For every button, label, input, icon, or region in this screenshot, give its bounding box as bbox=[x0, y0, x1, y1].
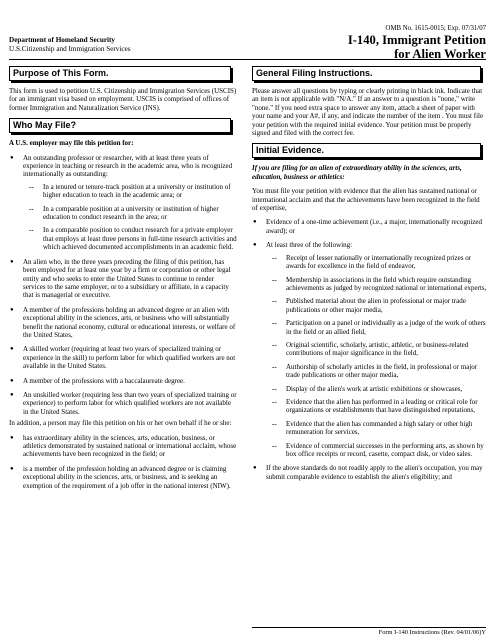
left-column bbox=[9, 66, 237, 496]
list-item: -- Evidence of commercial successes in the performing arts, as shown by box office receipts or record, casette, compact disk, or video sales. bbox=[266, 442, 487, 459]
evidence-list bbox=[252, 218, 487, 481]
form-title-line2: for Alien Worker bbox=[394, 47, 486, 61]
self-petition-list bbox=[9, 434, 237, 490]
list-item: -- Display of the alien's work at artistic exhibitions or showcases, bbox=[266, 385, 487, 393]
general-filing-heading: General Filing Instructions. bbox=[252, 66, 481, 81]
form-title-block bbox=[348, 25, 486, 61]
list-item: ● has extraordinary ability in the sciences, arts, education, business, or athletics demonstrated by sustained national or international acclaim, whose achievements have been recognized in the field; or bbox=[9, 434, 237, 459]
list-item: -- In a comparable position to conduct research for a private employer that employs at least three persons in full-time research activities and which achieved documented accomplishments in an academic field. bbox=[23, 226, 237, 251]
list-item: ● Evidence of a one-time achievement (i.e., a major, internationally recognized award); or bbox=[252, 218, 487, 235]
who-lead: A U.S. employer may file this petition for: bbox=[9, 139, 134, 148]
list-item: ● is a member of the profession holding an advanced degree or is claiming exceptional ability in the sciences, arts, or business, and is seeking an exemption of the requirement of a job offer in the national interest (NIW). bbox=[9, 465, 237, 490]
list-item: -- Published material about the alien in professional or major trade publications or other major media, bbox=[266, 297, 487, 314]
list-item: -- Membership in associations in the field which require outstanding achievements as judged by recognized national or international experts, bbox=[266, 276, 487, 293]
sub-list bbox=[23, 183, 237, 252]
list-item: ● A skilled worker (requiring at least two years of specialized training or experience in the skill) to perform labor for which qualified workers are not available in the United States. bbox=[9, 345, 237, 370]
list-item: -- Original scientific, scholarly, artistic, athletic, or business-related contributions of major significance in the field, bbox=[266, 341, 487, 358]
form-revision-footer: Form I-140 Instructions (Rev. 04/01/06)Y bbox=[378, 629, 486, 636]
list-item: -- In a tenured or tenure-track position at a university or institution of higher education to teach in the academic area; or bbox=[23, 183, 237, 200]
sub-list bbox=[266, 254, 487, 459]
agency-block bbox=[9, 36, 131, 54]
who-list bbox=[9, 154, 237, 417]
right-column bbox=[252, 66, 487, 487]
list-item: ● An alien who, in the three years preceding the filing of this petition, has been employed for at least one year by a firm or corporation or other legal entity and who seeks to enter the United States to continue to render services to the same employer, or to a subsidiary or affiliate, in a capacity that is managerial or executive. bbox=[9, 258, 237, 300]
purpose-text: This form is used to petition U.S. Citizenship and Immigration Services (USCIS) for an immigrant visa based on employment. USCIS is comprised of offices of former Immigration and Naturalization Service (INS). bbox=[9, 87, 237, 112]
self-petition-text: In addition, a person may file this petition on his or her own behalf if he or she: bbox=[9, 419, 232, 428]
general-filing-text: Please answer all questions by typing or clearly printing in black ink. Indicate that an item is not applicable with "N/A." If an answer to a question is "none," write "none." If you need extra space to answer any item, attach a sheet of paper with your name and your A#, if any, and indicate the number of the item . You must file your petition with the required initial evidence. Your petition must be properly signed and filed with the correct fee. bbox=[252, 87, 484, 138]
list-item: -- Receipt of lesser nationally or internationally recognized prizes or awards for excellence in the field of endeavor, bbox=[266, 254, 487, 271]
list-item: ● A member of the professions with a baccalaureate degree. bbox=[9, 377, 237, 385]
list-item: -- Authorship of scholarly articles in the field, in professional or major trade publications or other major media, bbox=[266, 363, 487, 380]
list-item: ● A member of the professions holding an advanced degree or an alien with exceptional ability in the sciences, arts, or business who will substantially benefit the national economy, cultural or educational interests, or welfare of the United States, bbox=[9, 306, 237, 340]
header-divider bbox=[9, 59, 486, 60]
sub-agency-name: U.S.Citizenship and Immigration Services bbox=[9, 45, 131, 53]
agency-name: Department of Homeland Security bbox=[9, 36, 115, 44]
initial-evidence-text: You must file your petition with evidence that the alien has sustained national or international acclaim and that the achievements have been recognized in the field of expertise, bbox=[252, 187, 480, 213]
who-may-file-heading: Who May File? bbox=[9, 118, 231, 133]
list-item: -- Participation on a panel or individually as a judge of the work of others in the field or an allied field, bbox=[266, 319, 487, 336]
omb-number: OMB No. 1615-0015; Exp. 07/31/07 bbox=[385, 25, 486, 32]
list-item: ● At least three of the following: -- Receipt of lesser nationally or internationally recognized prizes or awards for excellence in the field of endeavor, -- Membership in associations in the field which require outstanding achievements as judged by recognized national or international experts, -- Published material about the alien in professional or major trade publications or other major media, -- Participation on a panel or individually as a judge of the work of others in the field or an allied field, -- Original scientific, scholarly, artistic, athletic, or business-related contributions of major significance in the field, -- Authorship of scholarly articles in the field, in professional or major trade publications or other major media, -- Display of the alien's work at artistic exhibitions or showcases, -- Evidence that the alien has performed in a leading or critical role for organizations or establishments that have distinguished reputations, -- Evidence that the alien has commanded a high salary or other high remuneration for services, -- Evidence of commercial successes in the performing arts, as shown by box office receipts or record, casette, compact disk, or video sales. bbox=[252, 241, 487, 458]
form-title-line1: I-140, Immigrant Petition bbox=[347, 33, 486, 47]
list-item: ● If the above standards do not readily apply to the alien's occupation, you may submit comparable evidence to establish the alien's eligibility; and bbox=[252, 464, 487, 481]
initial-evidence-lead: If you are filing for an alien of extraordinary ability in the sciences, arts, education, business or athletics: bbox=[252, 164, 462, 181]
list-item: -- Evidence that the alien has commanded a high salary or other high remuneration for services, bbox=[266, 420, 487, 437]
list-item: ● An outstanding professor or researcher, with at least three years of experience in teaching or research in the academic area, who is recognized internationally as outstanding: -- In a tenured or tenure-track position at a university or institution of higher education to teach in the academic area; or -- In a comparable position at a university or institution of higher education to conduct research in the area; or -- In a comparable position to conduct research for a private employer that employs at least three persons in full-time research activities and which achieved documented accomplishments in an academic field. bbox=[9, 154, 237, 252]
footer-divider bbox=[252, 627, 486, 628]
purpose-heading: Purpose of This Form. bbox=[9, 66, 231, 81]
list-item: -- Evidence that the alien has performed in a leading or critical role for organizations or establishments that have distinguished reputations, bbox=[266, 398, 487, 415]
list-item: -- In a comparable position at a university or institution of higher education to conduct research in the area; or bbox=[23, 205, 237, 222]
list-item: ● An unskilled worker (requiring less than two years of specialized training or experience) to perform labor for which qualified workers are not available in the United States. bbox=[9, 391, 237, 416]
initial-evidence-heading: Initial Evidence. bbox=[252, 143, 481, 158]
